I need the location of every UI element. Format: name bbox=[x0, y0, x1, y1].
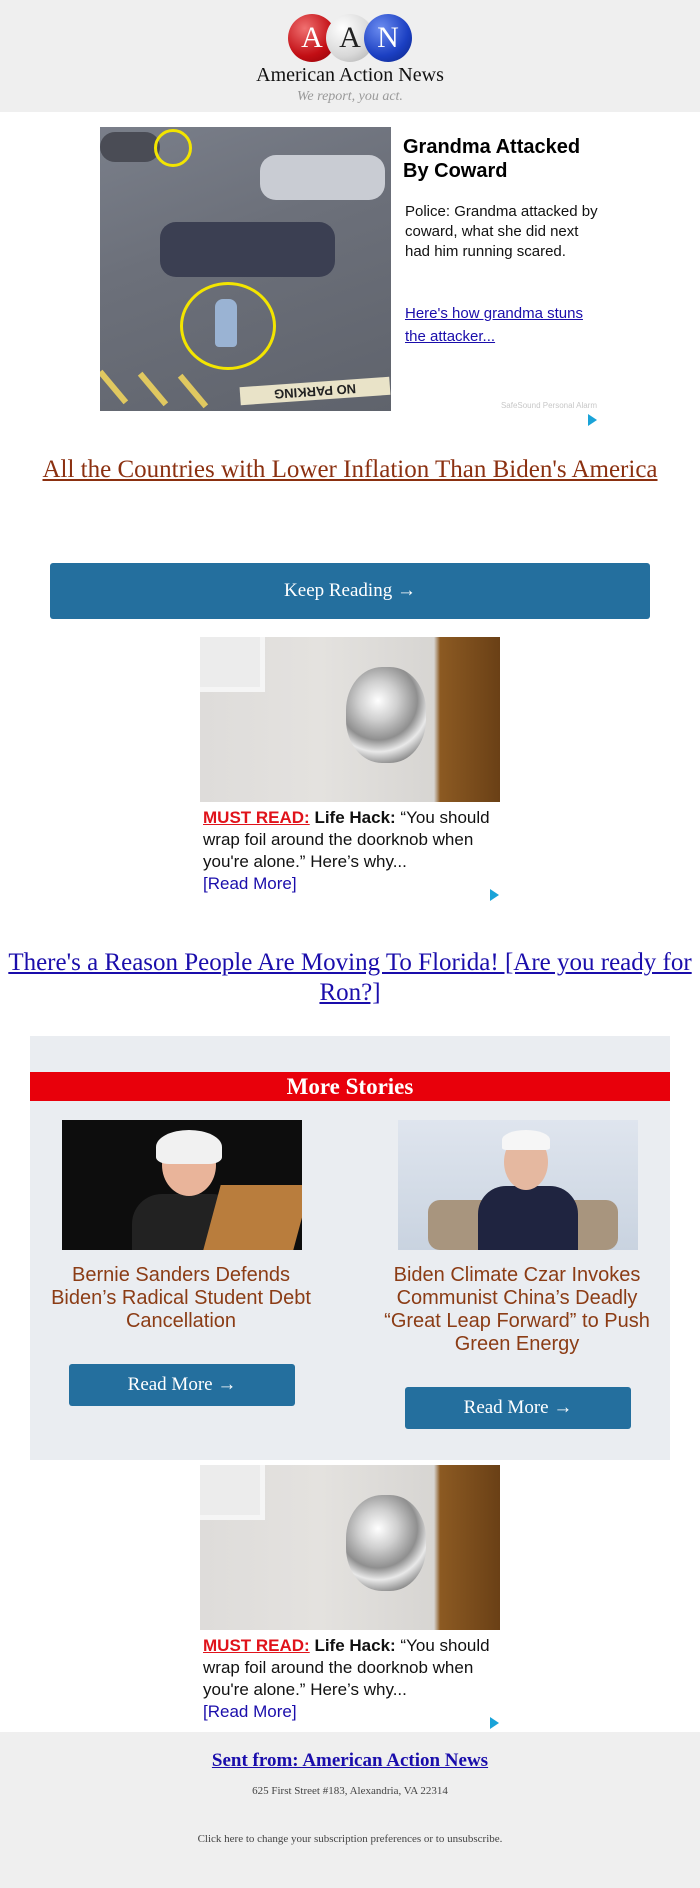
logo-letter-a-white: A bbox=[326, 14, 374, 62]
ad-foil-doorknob-image[interactable] bbox=[200, 637, 500, 802]
email-footer bbox=[0, 1732, 700, 1888]
more-stories-title: More Stories bbox=[30, 1072, 670, 1101]
podium-shape bbox=[203, 1185, 302, 1250]
foil-doorknob-shape bbox=[346, 667, 426, 763]
story-title[interactable]: Bernie Sanders Defends Biden’s Radical Student Debt Cancellation bbox=[51, 1264, 311, 1332]
sponsored-ad-grandma[interactable] bbox=[100, 127, 600, 427]
car-shape bbox=[160, 222, 335, 277]
ad-foil-text[interactable] bbox=[203, 807, 500, 895]
sponsored-ad-foil[interactable] bbox=[200, 1465, 500, 1725]
story-image-biden[interactable] bbox=[398, 1120, 638, 1250]
door-frame-shape bbox=[200, 1465, 265, 1520]
foil-doorknob-shape bbox=[346, 1495, 426, 1591]
person-hair-shape bbox=[156, 1130, 222, 1164]
parking-stripe bbox=[178, 374, 208, 408]
ad-foil-body: “You should wrap foil around the doorknob when you're alone.” Here’s why... bbox=[203, 1636, 490, 1699]
headline-link-florida[interactable]: There's a Reason People Are Moving To Florida! [Are you ready for Ron?] bbox=[8, 949, 692, 1006]
adchoices-icon[interactable] bbox=[490, 889, 499, 901]
ad-parking-lot-image[interactable] bbox=[100, 127, 391, 411]
brand-tagline: We report, you act. bbox=[297, 89, 403, 104]
person-body-shape bbox=[478, 1186, 578, 1250]
adchoices-icon[interactable] bbox=[588, 414, 597, 426]
adchoices-icon[interactable] bbox=[490, 1717, 499, 1729]
must-read-label: MUST READ: bbox=[203, 1636, 310, 1655]
ad-read-more-link[interactable]: [Read More] bbox=[203, 874, 297, 893]
read-more-button[interactable]: Read More → bbox=[69, 1364, 295, 1406]
car-shape bbox=[260, 155, 385, 200]
ad-foil-body: “You should wrap foil around the doorknob when you're alone.” Here’s why... bbox=[203, 808, 490, 871]
no-parking-sign: NO PARKING bbox=[240, 377, 391, 405]
email-header bbox=[0, 0, 700, 112]
must-read-label: MUST READ: bbox=[203, 808, 310, 827]
ad-title[interactable]: Grandma Attacked By Coward bbox=[403, 136, 581, 182]
logo-letter-a-red: A bbox=[288, 14, 336, 62]
parking-stripe bbox=[138, 372, 168, 406]
person-hair-shape bbox=[502, 1130, 550, 1150]
story-title[interactable]: Biden Climate Czar Invokes Communist China’s Deadly “Great Leap Forward” to Push Green Energy bbox=[384, 1264, 650, 1355]
ad-link[interactable]: Here's how grandma stuns the attacker... bbox=[405, 305, 583, 345]
ad-foil-text[interactable] bbox=[203, 1635, 500, 1723]
keep-reading-button[interactable]: Keep Reading → bbox=[50, 563, 650, 619]
sent-from-link[interactable]: Sent from: American Action News bbox=[211, 1750, 489, 1771]
ad-foil-doorknob-image[interactable] bbox=[200, 1465, 500, 1630]
highlight-circle bbox=[180, 282, 276, 370]
more-stories-section bbox=[30, 1036, 670, 1460]
ad-read-more-link[interactable]: [Read More] bbox=[203, 1702, 297, 1721]
logo-letter-n-blue: N bbox=[364, 14, 412, 62]
unsubscribe-link[interactable]: Click here to change your subscription preferences or to unsubscribe. bbox=[197, 1833, 503, 1845]
read-more-button[interactable]: Read More → bbox=[405, 1387, 631, 1429]
highlight-circle bbox=[154, 129, 192, 167]
footer-address: 625 First Street #183, Alexandria, VA 22314 bbox=[252, 1785, 448, 1797]
life-hack-label: Life Hack: bbox=[314, 1636, 396, 1655]
parking-stripe bbox=[100, 370, 128, 404]
brand-name: American Action News bbox=[256, 64, 444, 86]
story-image-bernie[interactable] bbox=[62, 1120, 302, 1250]
life-hack-label: Life Hack: bbox=[314, 808, 396, 827]
ad-source: SafeSound Personal Alarm bbox=[500, 401, 597, 410]
ad-body: Police: Grandma attacked by coward, what she did next had him running scared. bbox=[405, 203, 598, 260]
car-shape bbox=[100, 132, 160, 162]
headline-link-inflation[interactable]: All the Countries with Lower Inflation Than Biden's America bbox=[42, 456, 658, 483]
sponsored-ad-foil[interactable] bbox=[200, 637, 500, 897]
door-frame-shape bbox=[200, 637, 265, 692]
